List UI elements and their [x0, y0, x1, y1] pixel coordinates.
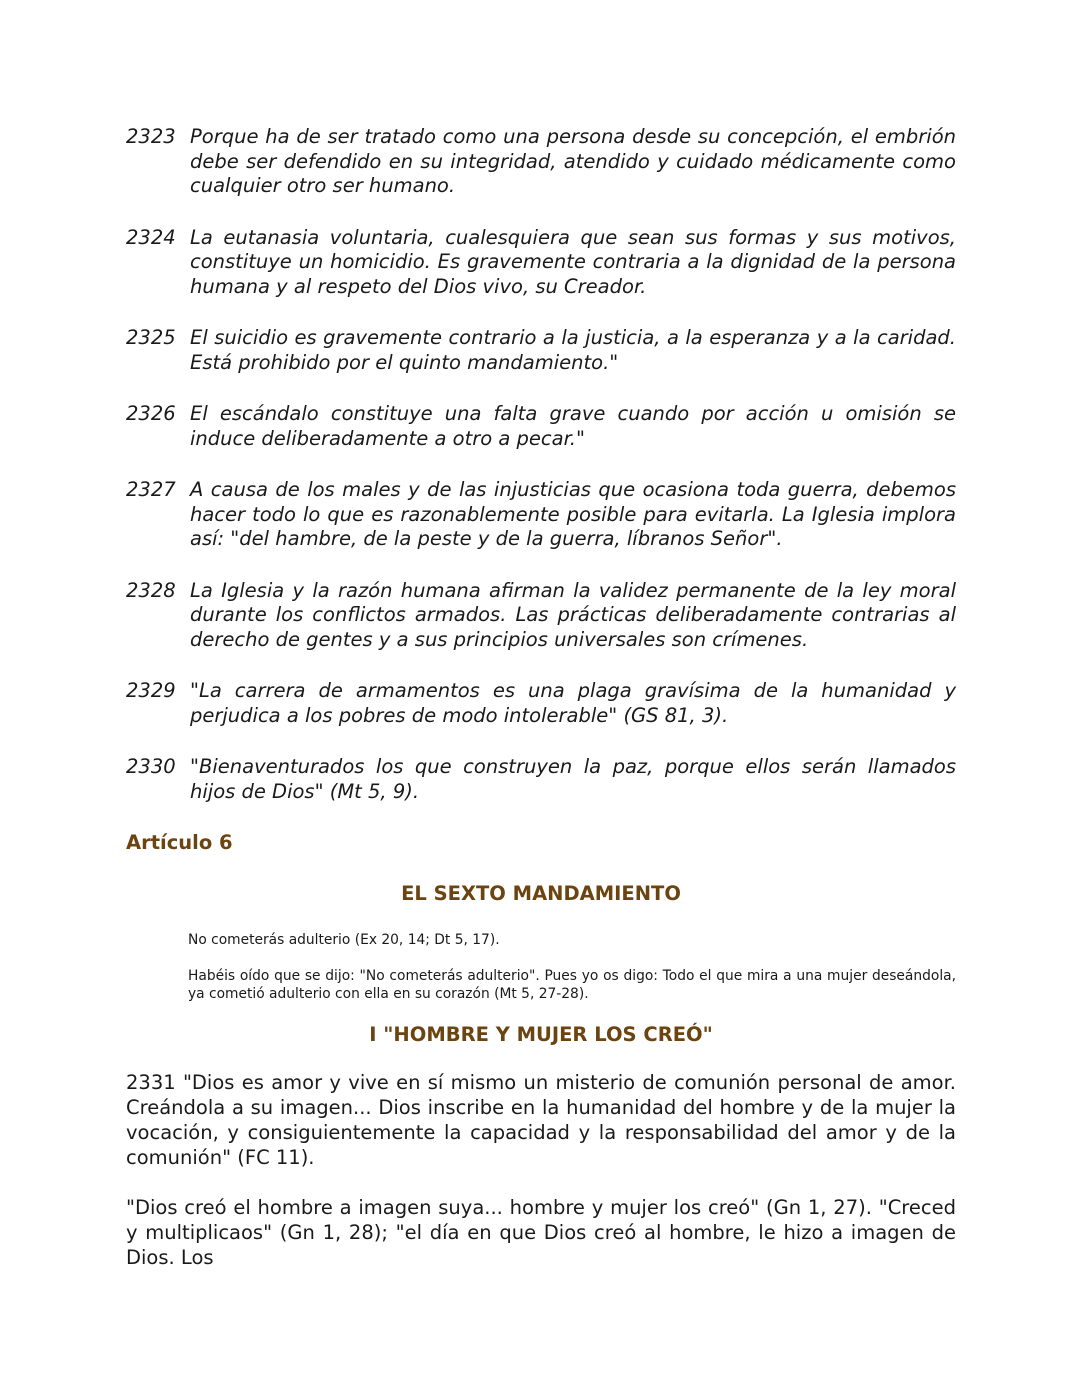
entry-number: 2328 [126, 578, 176, 602]
document-page [126, 125, 956, 1295]
entry-2327 [126, 478, 956, 552]
entry-2330 [126, 755, 956, 804]
subsection-title: I "HOMBRE Y MUJER LOS CREÓ" [369, 1023, 713, 1046]
entry-text: La Iglesia y la razón humana afirman la validez permanente de la ley moral durante los conflictos armados. Las prácticas deliberadamente contrarias al derecho de gentes y a sus principios universales son crímenes. [190, 578, 956, 651]
entry-2326 [126, 402, 956, 451]
entry-text: El suicidio es gravemente contrario a la justicia, a la esperanza y a la caridad. Está prohibido por el quinto mandamiento." [190, 326, 956, 374]
entry-text: Porque ha de ser tratado como una persona desde su concepción, el embrión debe ser defendido en su integridad, atendido y cuidado médicamente como cualquier otro ser humano. [190, 125, 956, 197]
entry-text: "Bienaventurados los que construyen la paz, porque ellos serán llamados hijos de Dios" (Mt 5, 9). [190, 755, 956, 803]
entry-number: 2323 [126, 125, 176, 148]
paragraph: "Dios creó el hombre a imagen suya... hombre y mujer los creó" (Gn 1, 27). "Creced y multiplicaos" (Gn 1, 28); "el día en que Dios creó al hombre, le hizo a imagen de Dios. Los [126, 1196, 956, 1269]
entry-2323 [126, 125, 956, 199]
epigraph-quote: Habéis oído que se dijo: "No cometerás adulterio". Pues yo os digo: Todo el que mira a una mujer deseándola, ya cometió adulterio con ella en su corazón (Mt 5, 27-28). [188, 968, 956, 1002]
entry-number: 2326 [126, 402, 176, 425]
entry-text: A causa de los males y de las injusticias que ocasiona toda guerra, debemos hacer todo lo que es razonablemente posible para evitarla. La Iglesia implora así: "del hambre, de la peste y de la guerra, líbranos Señor". [190, 478, 956, 550]
entry-number: 2329 [126, 679, 176, 702]
entry-text: La eutanasia voluntaria, cualesquiera que sean sus formas y sus motivos, constituye un homicidio. Es gravemente contraria a la dignidad de la persona humana y al respeto del Dios vivo, su Creador. [190, 225, 956, 298]
entry-number: 2330 [126, 755, 176, 778]
entry-2328 [126, 579, 956, 653]
entry-number: 2327 [126, 478, 176, 501]
epigraph-quote: No cometerás adulterio (Ex 20, 14; Dt 5, 17). [188, 932, 500, 948]
entry-2325 [126, 326, 956, 375]
article-heading: Artículo 6 [126, 831, 233, 854]
entry-2324 [126, 226, 956, 300]
section-title: EL SEXTO MANDAMIENTO [401, 882, 681, 905]
entry-text: "La carrera de armamentos es una plaga gravísima de la humanidad y perjudica a los pobres de modo intolerable" (GS 81, 3). [190, 679, 956, 727]
entry-2329 [126, 679, 956, 728]
paragraph: 2331 "Dios es amor y vive en sí mismo un misterio de comunión personal de amor. Creándola a su imagen... Dios inscribe en la humanidad del hombre y de la mujer la vocación, y consiguientemente la capacidad y la responsabilidad del amor y de la comunión" (FC 11). [126, 1071, 956, 1169]
entry-text: El escándalo constituye una falta grave cuando por acción u omisión se induce deliberadamente a otro a pecar." [190, 402, 956, 450]
entry-number: 2325 [126, 326, 176, 349]
entry-number: 2324 [126, 225, 176, 249]
